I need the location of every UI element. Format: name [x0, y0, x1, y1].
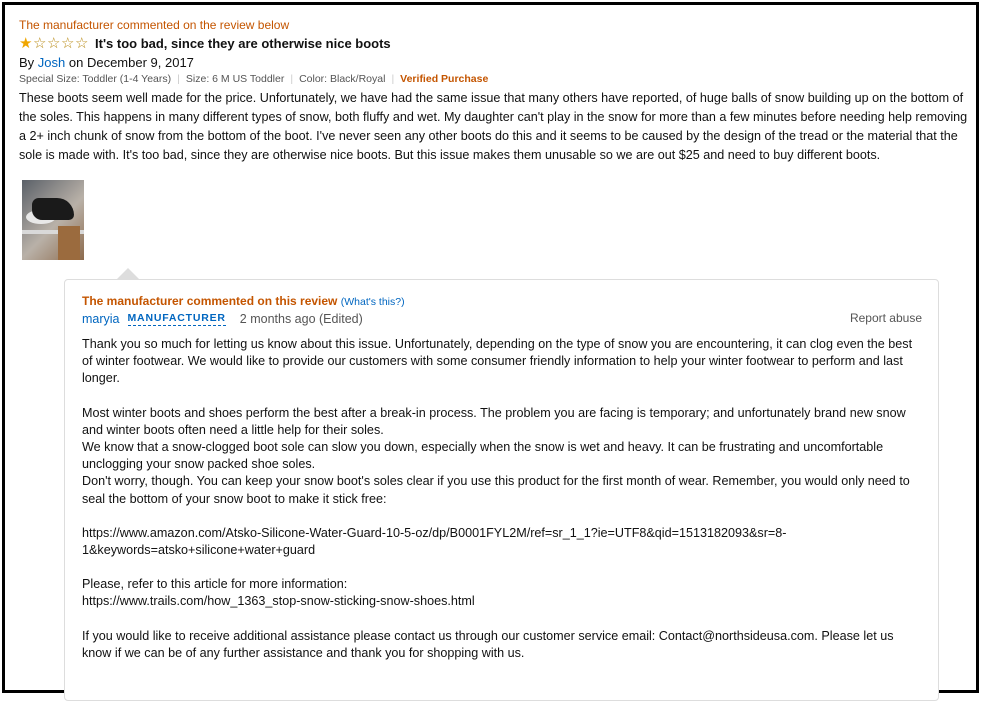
comment-paragraph: Don't worry, though. You can keep your snow boot's soles clear if you use this product for the first month of wear. Remember, you would only need to seal the bottom of your snow boot to make it stick free:	[82, 474, 910, 506]
paragraph-gap	[82, 388, 922, 405]
paragraph-gap	[82, 559, 922, 576]
separator: |	[391, 73, 395, 85]
comment-pointer	[117, 268, 139, 279]
comment-paragraph: Thank you so much for letting us know about this issue. Unfortunately, depending on the type of snow you are encountering, it can clog even the best of winter footwear. We would like to provide our customers with some consumer friendly information to help your winter footwear to perform and last longer.	[82, 337, 913, 386]
comment-body	[82, 336, 922, 662]
comment-timestamp: 2 months ago (Edited)	[239, 311, 363, 326]
star-rating[interactable]	[19, 36, 89, 52]
comment-author-row	[82, 311, 363, 326]
comment-paragraph: Most winter boots and shoes perform the best after a break-in process. The problem you are facing is temporary; and unfortunately brand new snow and winter boots often need a little help for their soles.	[82, 405, 906, 437]
review-byline	[19, 55, 969, 70]
customer-review	[19, 17, 969, 165]
screenshot-frame	[2, 2, 979, 693]
star-empty-icon: ☆	[47, 34, 61, 52]
comment-paragraph: If you would like to receive additional assistance please contact us through our customer service email: Contact@northsideusa.com. Please let us know if we can be of any further assistance and thank you for shopping with us.	[82, 628, 894, 660]
whats-this-link[interactable]: (What's this?)	[340, 296, 405, 308]
separator: |	[290, 73, 294, 85]
verified-purchase-badge: Verified Purchase	[400, 73, 489, 85]
manufacturer-badge[interactable]: MANUFACTURER	[127, 312, 226, 324]
manufacturer-comment-box	[64, 279, 939, 701]
star-empty-icon: ☆	[75, 34, 89, 52]
manufacturer-comment-notice: The manufacturer commented on the review below	[19, 18, 290, 32]
review-image-thumbnail[interactable]	[22, 180, 84, 260]
review-format-strip	[19, 73, 969, 85]
comment-paragraph: We know that a snow-clogged boot sole can slow you down, especially when the snow is wet and heavy. It can be frustrating and uncomfortable unclogging your snow packed shoe soles.	[82, 440, 884, 472]
review-body: These boots seem well made for the price. Unfortunately, we have had the same issue that many others have reported, of huge balls of snow building up on the bottom of the soles. This happens in many different types of snow, both fluffy and wet. My daughter can't play in the snow for more than a few minutes before needing help removing a 2+ inch chunk of snow from the bottom of the boot. I've never seen any other boots do this and it seems to be caused by the design of the tread or the material that the sole is made with. It's too bad, since they are otherwise nice boots. But this issue makes them unusable so we are out $25 and need to buy different boots.	[19, 91, 968, 162]
review-title-row	[19, 34, 969, 53]
review-title[interactable]: It's too bad, since they are otherwise nice boots	[95, 36, 391, 51]
report-abuse-link[interactable]: Report abuse	[849, 311, 922, 325]
special-size-attribute: Special Size: Toddler (1-4 Years)	[19, 73, 172, 85]
star-empty-icon: ☆	[33, 34, 47, 52]
comment-author-link[interactable]: maryia	[82, 311, 120, 326]
color-attribute: Color: Black/Royal	[299, 73, 386, 85]
review-author-link[interactable]: Josh	[37, 55, 66, 70]
star-filled-icon: ★	[19, 34, 33, 52]
star-empty-icon: ☆	[61, 34, 75, 52]
wood-post-shape	[58, 226, 80, 260]
comment-header-label: The manufacturer commented on this review	[82, 294, 338, 308]
size-attribute: Size: 6 M US Toddler	[185, 73, 285, 85]
paragraph-gap	[82, 508, 922, 525]
comment-header	[82, 294, 405, 308]
by-label: By	[19, 55, 35, 70]
comment-paragraph: Please, refer to this article for more information:	[82, 577, 348, 592]
separator: |	[177, 73, 180, 85]
boot-shape	[32, 198, 74, 220]
review-date: on December 9, 2017	[68, 55, 194, 70]
paragraph-gap	[82, 611, 922, 628]
article-url: https://www.trails.com/how_1363_stop-snow-sticking-snow-shoes.html	[82, 594, 475, 609]
product-url: https://www.amazon.com/Atsko-Silicone-Water-Guard-10-5-oz/dp/B0001FYL2M/ref=sr_1_1?ie=UTF8&qid=1513182093&sr=8-1&keywords=atsko+silicone+water+guard	[82, 525, 787, 558]
